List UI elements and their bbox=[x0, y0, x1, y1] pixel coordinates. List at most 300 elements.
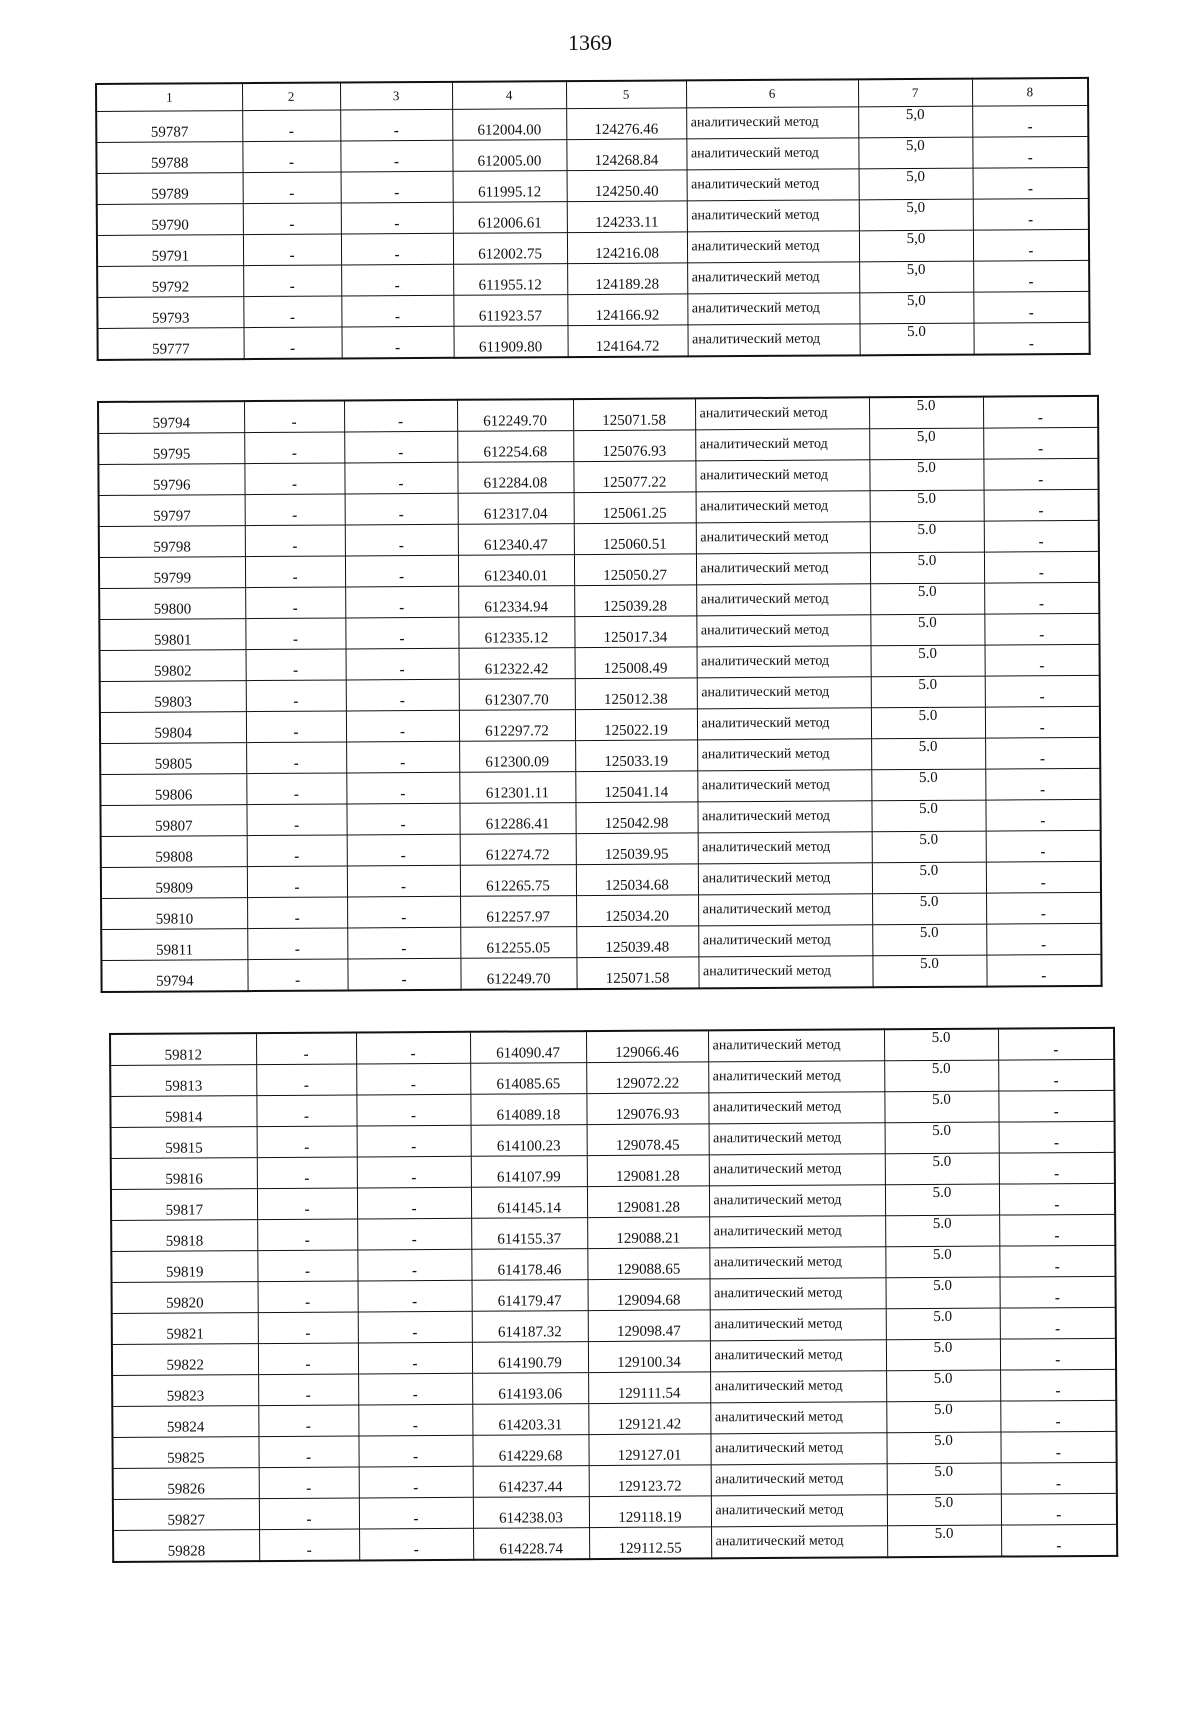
table-cell: - bbox=[985, 644, 1100, 676]
table-cell: 125041.14 bbox=[575, 771, 697, 803]
table-cell: - bbox=[257, 1126, 357, 1158]
table-body bbox=[110, 1028, 1117, 1562]
table-cell: 612257.97 bbox=[460, 896, 576, 928]
table-cell: - bbox=[246, 742, 346, 774]
table-cell: 59820 bbox=[112, 1282, 258, 1314]
table-cell: 125039.28 bbox=[574, 585, 696, 617]
table-cell: 129088.21 bbox=[587, 1217, 709, 1249]
table-cell: 124276.46 bbox=[566, 108, 686, 140]
table-cell: 125042.98 bbox=[575, 802, 697, 834]
table-cell: 614089.18 bbox=[470, 1094, 586, 1126]
table-cell: 125076.93 bbox=[573, 430, 695, 462]
table-cell: - bbox=[1001, 1462, 1117, 1494]
table-cell: 124233.11 bbox=[567, 201, 687, 233]
coordinates-table-block-1 bbox=[95, 77, 1091, 361]
table-cell: - bbox=[357, 1156, 471, 1188]
table-cell: 125071.58 bbox=[576, 957, 698, 989]
table-cell: 5,0 bbox=[858, 137, 972, 169]
table-cell: - bbox=[985, 737, 1100, 769]
table-cell: 5.0 bbox=[870, 583, 984, 615]
table-cell: 5.0 bbox=[870, 521, 984, 553]
table-cell: 612334.94 bbox=[458, 586, 574, 618]
table-cell: 5.0 bbox=[859, 323, 973, 355]
page-number: 1369 bbox=[568, 30, 612, 55]
table-cell: 129127.01 bbox=[588, 1434, 710, 1466]
table-cell: 59808 bbox=[101, 836, 247, 868]
table-cell: - bbox=[245, 494, 345, 526]
table-cell: - bbox=[985, 675, 1100, 707]
table-cell: 129098.47 bbox=[588, 1310, 710, 1342]
table-cell: - bbox=[1000, 1431, 1116, 1463]
table-cell: - bbox=[357, 1187, 471, 1219]
table-cell: - bbox=[242, 110, 340, 142]
table-cell: аналитический метод bbox=[710, 1340, 886, 1372]
table-cell: 612322.42 bbox=[459, 648, 575, 680]
table-cell: 614085.65 bbox=[470, 1063, 586, 1095]
table-cell: аналитический метод bbox=[697, 677, 871, 709]
table-cell: аналитический метод bbox=[709, 1123, 885, 1155]
table-cell: 5.0 bbox=[887, 1463, 1001, 1495]
table-cell: 125039.95 bbox=[576, 833, 698, 865]
table-cell: - bbox=[345, 555, 458, 587]
table-cell: аналитический метод bbox=[710, 1278, 886, 1310]
table-cell: - bbox=[345, 586, 458, 618]
table-cell: 59814 bbox=[110, 1096, 256, 1128]
table-cell: 5.0 bbox=[870, 490, 984, 522]
table-cell: 5.0 bbox=[871, 769, 985, 801]
table-cell: 5.0 bbox=[869, 459, 983, 491]
table-cell: - bbox=[357, 1125, 471, 1157]
table-cell: аналитический метод bbox=[686, 107, 858, 139]
table-cell: 59777 bbox=[97, 328, 243, 360]
table-cell: 129088.65 bbox=[587, 1248, 709, 1280]
table-cell: - bbox=[998, 1090, 1114, 1122]
table-cell: 5.0 bbox=[869, 397, 983, 429]
table-cell: - bbox=[347, 927, 460, 959]
table-cell: - bbox=[244, 400, 344, 432]
table-body bbox=[96, 78, 1090, 360]
table-cell: 129078.45 bbox=[587, 1124, 709, 1156]
table-cell: 611909.80 bbox=[453, 326, 567, 358]
table-cell: аналитический метод bbox=[687, 324, 859, 357]
table-cell: 5.0 bbox=[872, 955, 986, 987]
table-cell: 612274.72 bbox=[460, 834, 576, 866]
table-cell: - bbox=[358, 1342, 472, 1374]
table-cell: - bbox=[359, 1528, 473, 1560]
table-cell: - bbox=[245, 587, 345, 619]
table-cell: - bbox=[344, 462, 457, 494]
table-cell: - bbox=[358, 1435, 472, 1467]
column-header: 7 bbox=[858, 79, 972, 107]
table-cell: 611955.12 bbox=[453, 264, 567, 296]
table-cell: - bbox=[1000, 1338, 1116, 1370]
table-cell: 5.0 bbox=[872, 831, 986, 863]
table-cell: 125039.48 bbox=[576, 926, 698, 958]
table-cell: 129066.46 bbox=[586, 1030, 708, 1062]
table-cell: 5.0 bbox=[887, 1494, 1001, 1526]
table-cell: 5.0 bbox=[884, 1029, 998, 1061]
table-cell: 59823 bbox=[112, 1375, 258, 1407]
table-cell: 59819 bbox=[111, 1251, 257, 1283]
table-cell: аналитический метод bbox=[709, 1185, 885, 1217]
table-cell: 59817 bbox=[111, 1189, 257, 1221]
table-cell: - bbox=[1000, 1307, 1116, 1339]
table-cell: 129072.22 bbox=[586, 1062, 708, 1094]
table-cell: - bbox=[983, 396, 1098, 428]
table-cell: 59804 bbox=[100, 712, 246, 744]
table-cell: - bbox=[346, 772, 459, 804]
table-cell: - bbox=[256, 1032, 356, 1064]
table-cell: 59788 bbox=[96, 142, 242, 174]
table-cell: 5.0 bbox=[886, 1370, 1000, 1402]
table-cell: 59811 bbox=[101, 929, 247, 961]
table-cell: - bbox=[984, 582, 1099, 614]
table-cell: - bbox=[1001, 1493, 1117, 1525]
table-cell: 59794 bbox=[101, 960, 247, 992]
table-cell: 614179.47 bbox=[472, 1280, 588, 1312]
table-cell: - bbox=[243, 296, 341, 328]
table-cell: 614187.32 bbox=[472, 1311, 588, 1343]
table-cell: - bbox=[986, 830, 1101, 862]
table-cell: 614155.37 bbox=[471, 1218, 587, 1250]
table-cell: 129123.72 bbox=[589, 1465, 711, 1497]
table-cell: аналитический метод bbox=[687, 293, 859, 325]
table-cell: 611923.57 bbox=[453, 295, 567, 327]
table-cell: аналитический метод bbox=[710, 1402, 886, 1434]
table-cell: 59816 bbox=[111, 1158, 257, 1190]
table-cell: 125022.19 bbox=[575, 709, 697, 741]
table-cell: 125077.22 bbox=[573, 461, 695, 493]
table-cell: аналитический метод bbox=[709, 1154, 885, 1186]
table-cell: - bbox=[247, 835, 347, 867]
table-cell: 129081.28 bbox=[587, 1155, 709, 1187]
table-cell: - bbox=[247, 959, 347, 991]
table-cell: - bbox=[244, 463, 344, 495]
table-cell: 614107.99 bbox=[471, 1156, 587, 1188]
table-cell: 612265.75 bbox=[460, 865, 576, 897]
table-cell: аналитический метод bbox=[696, 584, 870, 616]
table-cell: - bbox=[998, 1028, 1114, 1060]
table-cell: - bbox=[345, 493, 458, 525]
table-cell: 614228.74 bbox=[473, 1528, 589, 1560]
table-cell: 59801 bbox=[99, 619, 245, 651]
table-cell: 612317.04 bbox=[458, 493, 574, 525]
table-cell: аналитический метод bbox=[710, 1371, 886, 1403]
table-cell: - bbox=[341, 264, 453, 296]
table-cell: - bbox=[257, 1157, 357, 1189]
table-cell: аналитический метод bbox=[709, 1216, 885, 1248]
table-cell: 612006.61 bbox=[453, 202, 567, 234]
table-cell: - bbox=[972, 136, 1088, 168]
table-cell: 125061.25 bbox=[574, 492, 696, 524]
table-cell: аналитический метод bbox=[698, 925, 872, 957]
table-cell: 5,0 bbox=[859, 261, 973, 293]
table-cell: 614145.14 bbox=[471, 1187, 587, 1219]
table-cell: 5.0 bbox=[886, 1339, 1000, 1371]
table-cell: 59810 bbox=[101, 898, 247, 930]
table-cell: 611995.12 bbox=[453, 171, 567, 203]
table-cell: 612300.09 bbox=[459, 741, 575, 773]
table-cell: - bbox=[986, 923, 1101, 955]
table-cell: - bbox=[257, 1188, 357, 1220]
table-cell: 59818 bbox=[111, 1220, 257, 1252]
table-cell: - bbox=[998, 1059, 1114, 1091]
table-cell: аналитический метод bbox=[696, 553, 870, 585]
table-cell: 614090.47 bbox=[470, 1031, 586, 1063]
table-cell: - bbox=[973, 260, 1089, 292]
table-cell: - bbox=[258, 1374, 358, 1406]
table-cell: 612284.08 bbox=[457, 462, 573, 494]
table-cell: аналитический метод bbox=[696, 522, 870, 554]
table-cell: - bbox=[257, 1219, 357, 1251]
table-cell: 5.0 bbox=[871, 800, 985, 832]
table-cell: 614100.23 bbox=[471, 1125, 587, 1157]
table-cell: - bbox=[247, 897, 347, 929]
table-cell: - bbox=[246, 804, 346, 836]
table-cell: 5,0 bbox=[859, 292, 973, 324]
table-cell: аналитический метод bbox=[695, 460, 869, 492]
table-cell: - bbox=[258, 1436, 358, 1468]
table-cell: - bbox=[259, 1529, 359, 1561]
table-cell: - bbox=[258, 1281, 358, 1313]
table-cell: 59826 bbox=[113, 1468, 259, 1500]
table-cell: 5.0 bbox=[884, 1091, 998, 1123]
table-cell: 612307.70 bbox=[459, 679, 575, 711]
table-cell: - bbox=[999, 1214, 1115, 1246]
table-cell: - bbox=[357, 1249, 471, 1281]
table-cell: аналитический метод bbox=[687, 231, 859, 263]
table-cell: аналитический метод bbox=[697, 739, 871, 771]
table-cell: 5,0 bbox=[859, 230, 973, 262]
table-cell: аналитический метод bbox=[698, 832, 872, 864]
table-cell: - bbox=[345, 617, 458, 649]
table-cell: 614190.79 bbox=[472, 1342, 588, 1374]
table-cell: 59800 bbox=[99, 588, 245, 620]
table-cell: - bbox=[247, 928, 347, 960]
table-cell: - bbox=[341, 326, 453, 358]
table-cell: 124268.84 bbox=[566, 139, 686, 171]
table-cell: - bbox=[999, 1152, 1115, 1184]
table-cell: 5.0 bbox=[871, 676, 985, 708]
table-cell: - bbox=[247, 866, 347, 898]
table-cell: - bbox=[999, 1121, 1115, 1153]
table-cell: 59824 bbox=[112, 1406, 258, 1438]
table-cell: 59821 bbox=[112, 1313, 258, 1345]
table-cell: 612002.75 bbox=[453, 233, 567, 265]
table-cell: - bbox=[973, 167, 1089, 199]
table-cell: 59787 bbox=[96, 111, 242, 143]
table-cell: аналитический метод bbox=[711, 1495, 887, 1527]
table-cell: 614229.68 bbox=[472, 1435, 588, 1467]
table-cell: - bbox=[356, 1063, 470, 1095]
table-cell: - bbox=[985, 768, 1100, 800]
table-cell: - bbox=[358, 1280, 472, 1312]
table-cell: аналитический метод bbox=[698, 863, 872, 895]
table-cell: - bbox=[256, 1064, 356, 1096]
column-header: 1 bbox=[96, 83, 242, 111]
table-cell: - bbox=[359, 1497, 473, 1529]
table-cell: - bbox=[359, 1466, 473, 1498]
table-cell: аналитический метод bbox=[697, 801, 871, 833]
table-cell: - bbox=[999, 1245, 1115, 1277]
table-cell: - bbox=[357, 1218, 471, 1250]
table-row bbox=[101, 954, 1101, 992]
table-cell: - bbox=[972, 105, 1088, 137]
table-cell: 59809 bbox=[101, 867, 247, 899]
column-header: 5 bbox=[566, 80, 686, 108]
table-cell: - bbox=[245, 525, 345, 557]
table-cell: аналитический метод bbox=[710, 1433, 886, 1465]
table-cell: 612005.00 bbox=[452, 140, 566, 172]
table-cell: аналитический метод bbox=[710, 1309, 886, 1341]
table-cell: 124189.28 bbox=[567, 263, 687, 295]
table-cell: 5,0 bbox=[859, 168, 973, 200]
table-cell: - bbox=[259, 1467, 359, 1499]
table-cell: - bbox=[983, 458, 1098, 490]
table-cell: 612286.41 bbox=[459, 803, 575, 835]
table-cell: 125060.51 bbox=[574, 523, 696, 555]
table-cell: аналитический метод bbox=[697, 646, 871, 678]
table-cell: - bbox=[258, 1343, 358, 1375]
table-cell: - bbox=[986, 892, 1101, 924]
table-cell: - bbox=[984, 613, 1099, 645]
table-cell: 5.0 bbox=[872, 862, 986, 894]
table-cell: - bbox=[358, 1404, 472, 1436]
table-cell: 59789 bbox=[97, 173, 243, 205]
table-cell: - bbox=[341, 295, 453, 327]
table-cell: - bbox=[246, 649, 346, 681]
table-cell: аналитический метод bbox=[695, 397, 869, 430]
table-cell: 5.0 bbox=[884, 1060, 998, 1092]
table-cell: 59825 bbox=[112, 1437, 258, 1469]
table-cell: - bbox=[243, 265, 341, 297]
table-cell: 5.0 bbox=[885, 1184, 999, 1216]
table-cell: 612255.05 bbox=[460, 927, 576, 959]
table-cell: 5.0 bbox=[871, 738, 985, 770]
table-cell: - bbox=[1000, 1276, 1116, 1308]
table-body bbox=[98, 396, 1102, 992]
table-cell: 59812 bbox=[110, 1033, 256, 1065]
table-cell: аналитический метод bbox=[698, 956, 872, 989]
table-cell: 612301.11 bbox=[459, 772, 575, 804]
table-cell: - bbox=[358, 1311, 472, 1343]
table-row bbox=[113, 1524, 1117, 1562]
table-cell: 125050.27 bbox=[574, 554, 696, 586]
table-cell: 5.0 bbox=[885, 1215, 999, 1247]
table-cell: 612335.12 bbox=[458, 617, 574, 649]
table-cell: - bbox=[356, 1032, 470, 1064]
table-cell: аналитический метод bbox=[687, 169, 859, 201]
table-cell: - bbox=[346, 648, 459, 680]
table-cell: 59803 bbox=[100, 681, 246, 713]
table-cell: 59796 bbox=[98, 464, 244, 496]
table-cell: - bbox=[347, 896, 460, 928]
table-cell: - bbox=[344, 431, 457, 463]
table-cell: - bbox=[984, 520, 1099, 552]
table-cell: - bbox=[347, 958, 460, 990]
table-cell: - bbox=[1000, 1369, 1116, 1401]
table-cell: 125012.38 bbox=[575, 678, 697, 710]
table-cell: - bbox=[243, 172, 341, 204]
table-cell: 59827 bbox=[113, 1499, 259, 1531]
table-cell: 59792 bbox=[97, 266, 243, 298]
table-cell: аналитический метод bbox=[708, 1061, 884, 1093]
table-cell: 59815 bbox=[111, 1127, 257, 1159]
table-cell: 124166.92 bbox=[567, 294, 687, 326]
table-cell: 5.0 bbox=[870, 614, 984, 646]
coordinates-table-block-2 bbox=[97, 395, 1103, 993]
table-cell: - bbox=[347, 865, 460, 897]
table-cell: аналитический метод bbox=[711, 1464, 887, 1496]
table-cell: 5.0 bbox=[886, 1401, 1000, 1433]
table-cell: 5.0 bbox=[886, 1277, 1000, 1309]
table-cell: - bbox=[345, 524, 458, 556]
table-cell: - bbox=[246, 773, 346, 805]
table-cell: 612004.00 bbox=[452, 109, 566, 141]
table-cell: 5.0 bbox=[885, 1153, 999, 1185]
table-cell: 125034.20 bbox=[576, 895, 698, 927]
table-cell: аналитический метод bbox=[687, 262, 859, 294]
table-cell: 59795 bbox=[98, 433, 244, 465]
table-cell: 59806 bbox=[100, 774, 246, 806]
table-cell: - bbox=[986, 954, 1101, 986]
column-header: 3 bbox=[340, 82, 452, 110]
table-cell: 59802 bbox=[100, 650, 246, 682]
table-cell: 129118.19 bbox=[589, 1496, 711, 1528]
table-cell: 5.0 bbox=[872, 924, 986, 956]
table-cell: - bbox=[340, 109, 452, 141]
table-cell: 129112.55 bbox=[589, 1527, 711, 1559]
table-cell: 612249.70 bbox=[457, 399, 573, 431]
table-cell: - bbox=[243, 203, 341, 235]
table-cell: - bbox=[999, 1183, 1115, 1215]
table-cell: - bbox=[973, 229, 1089, 261]
table-cell: 614178.46 bbox=[471, 1249, 587, 1281]
table-cell: 59807 bbox=[100, 805, 246, 837]
table-cell: 125017.34 bbox=[574, 616, 696, 648]
table-cell: 124164.72 bbox=[567, 325, 687, 357]
table-cell: 59793 bbox=[97, 297, 243, 329]
column-header: 8 bbox=[972, 78, 1088, 106]
table-cell: 125033.19 bbox=[575, 740, 697, 772]
table-cell: - bbox=[341, 202, 453, 234]
table-cell: 5.0 bbox=[885, 1246, 999, 1278]
table-cell: - bbox=[356, 1094, 470, 1126]
table-cell: - bbox=[257, 1250, 357, 1282]
table-cell: аналитический метод bbox=[687, 200, 859, 232]
table-cell: 59799 bbox=[99, 557, 245, 589]
table-cell: 612297.72 bbox=[459, 710, 575, 742]
table-cell: 59791 bbox=[97, 235, 243, 267]
table-cell: 59813 bbox=[110, 1065, 256, 1097]
table-cell: - bbox=[243, 327, 341, 359]
table-cell: - bbox=[341, 171, 453, 203]
table-cell: 129076.93 bbox=[586, 1093, 708, 1125]
table-cell: 129121.42 bbox=[588, 1403, 710, 1435]
table-cell: 5,0 bbox=[869, 428, 983, 460]
table-cell: аналитический метод bbox=[697, 770, 871, 802]
table-cell: 125008.49 bbox=[575, 647, 697, 679]
table-cell: 614238.03 bbox=[473, 1497, 589, 1529]
table-cell: - bbox=[258, 1312, 358, 1344]
table-cell: - bbox=[347, 834, 460, 866]
table-cell: 59822 bbox=[112, 1344, 258, 1376]
table-cell: - bbox=[984, 489, 1099, 521]
table-cell: - bbox=[246, 711, 346, 743]
table-cell: 614193.06 bbox=[472, 1373, 588, 1405]
column-header: 4 bbox=[452, 81, 566, 109]
table-cell: - bbox=[346, 679, 459, 711]
